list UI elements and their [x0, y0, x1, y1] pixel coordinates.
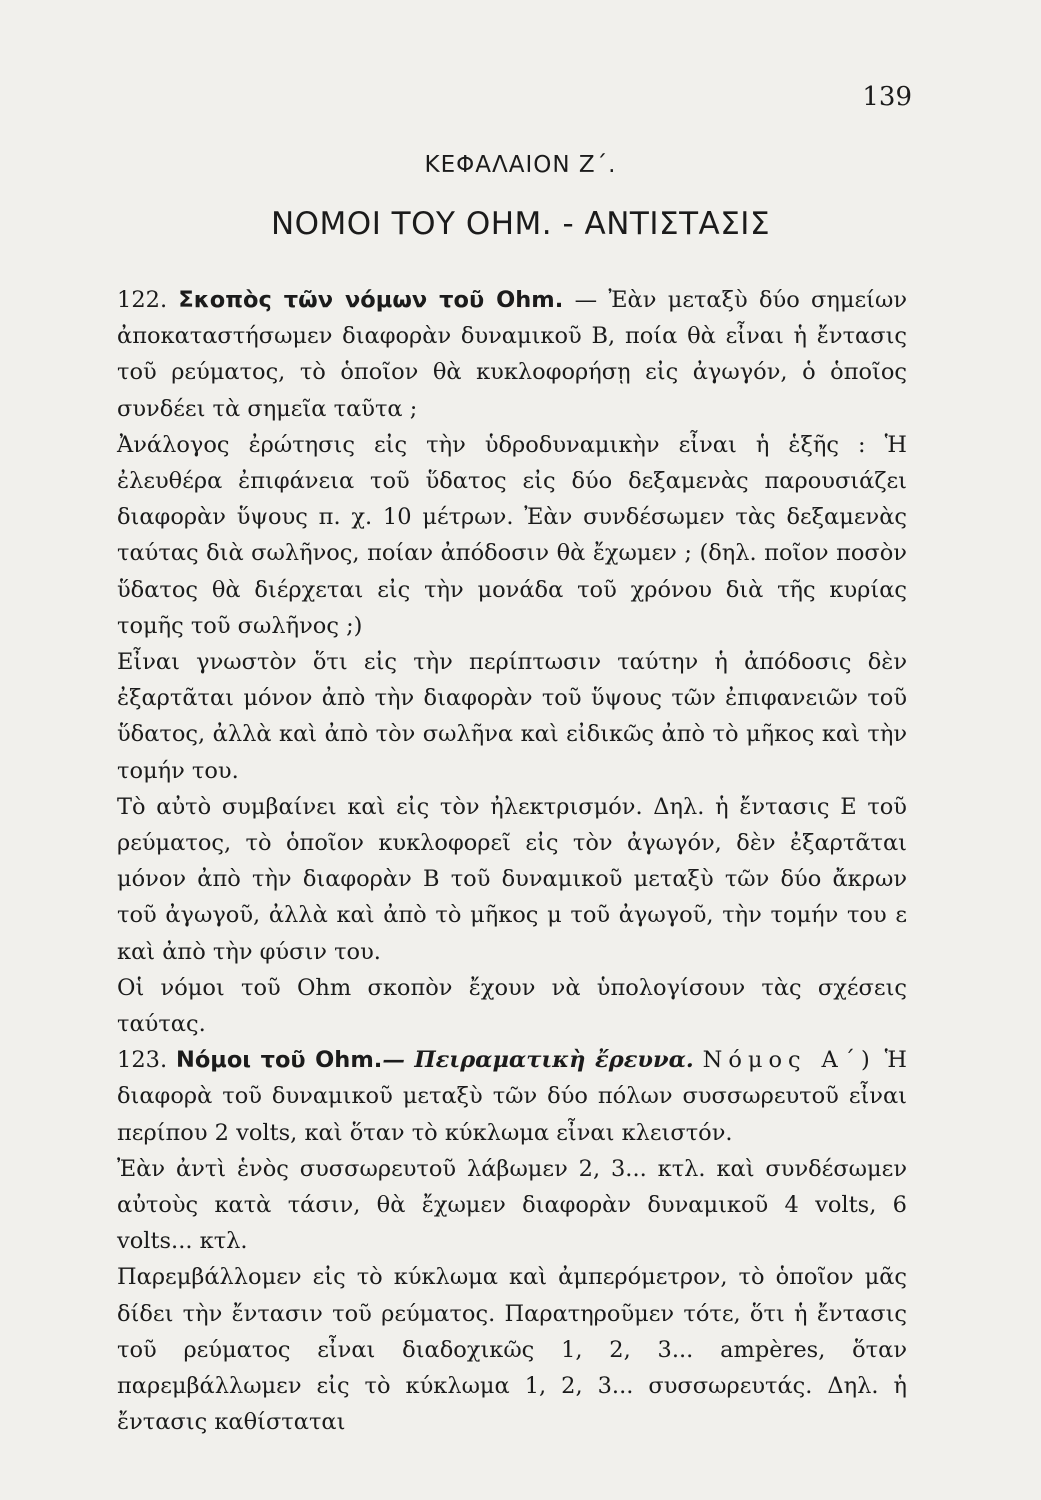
section-heading: Νόμοι τοῦ Ohm.: [175, 1047, 383, 1074]
law-label: Νόμος Α΄): [702, 1047, 876, 1074]
chapter-title: ΝΟΜΟΙ ΤΟΥ ΟΗΜ. - ΑΝΤΙΣΤΑΣΙΣ: [270, 206, 771, 242]
paragraph: Οἱ νόμοι τοῦ Ohm σκοπὸν ἔχουν νὰ ὑπολογίσουν τὰς σχέσεις ταύτας.: [117, 974, 907, 1038]
paragraph: Τὸ αὐτὸ συμβαίνει καὶ εἰς τὸν ἠλεκτρισμόν. Δηλ. ἡ ἔντασις Ε τοῦ ρεύματος, τὸ ὁποῖον κυκλοφορεῖ εἰς τὸν ἀγωγόν, δὲν ἐξαρτᾶται μόνον ἀπὸ τὴν διαφορὰν Β τοῦ δυναμικοῦ μεταξὺ τῶν δύο ἄκρων τοῦ ἀγωγοῦ, ἀλλὰ καὶ ἀπὸ τὸ μῆκος μ τοῦ ἀγωγοῦ, τὴν τομήν του ε καὶ ἀπὸ τὴν φύσιν του.: [117, 793, 907, 965]
paragraph: — Ἐὰν μεταξὺ δύο σημείων ἀποκαταστήσωμεν διαφορὰν δυναμικοῦ Β, ποία θὰ εἶναι ἡ ἔντασις τοῦ ρεύματος, τὸ ὁποῖον θὰ κυκλοφορήσῃ εἰς ἀγωγόν, ὁ ὁποῖος συνδέει τὰ σημεῖα ταῦτα ;: [117, 287, 908, 422]
chapter-label: ΚΕΦΑΛΑΙΟΝ Ζ΄.: [424, 152, 617, 178]
body-text: [117, 282, 907, 1441]
paragraph: Παρεμβάλλομεν εἰς τὸ κύκλωμα καὶ ἀμπερόμετρον, τὸ ὁποῖον μᾶς δίδει τὴν ἔντασιν τοῦ ρεύματος. Παρατηροῦμεν τότε, ὅτι ἡ ἔντασις τοῦ ρεύματος εἶναι διαδοχικῶς 1, 2, 3... ampères, ὅταν παρεμβάλλωμεν εἰς τὸ κύκλωμα 1, 2, 3... συσσωρευτάς. Δηλ. ἡ ἔντασις καθίσταται: [117, 1264, 907, 1436]
section-subheading: — Πειραματικὴ ἔρευνα.: [382, 1047, 694, 1074]
paragraph: Ἐὰν ἀντὶ ἑνὸς συσσωρευτοῦ λάβωμεν 2, 3... κτλ. καὶ συνδέσωμεν αὐτοὺς κατὰ τάσιν, θὰ ἔχωμεν διαφορὰν δυναμικοῦ 4 volts, 6 volts... κτλ.: [117, 1155, 907, 1255]
section-number: 122.: [117, 287, 168, 313]
paragraph: Ἀνάλογος ἐρώτησις εἰς τὴν ὑδροδυναμικὴν εἶναι ἡ ἑξῆς : Ἡ ἐλευθέρα ἐπιφάνεια τοῦ ὕδατος εἰς δύο δεξαμενὰς παρουσιάζει διαφορὰν ὕψους π. χ. 10 μέτρων. Ἐὰν συνδέσωμεν τὰς δεξαμενὰς ταύτας διὰ σωλῆνος, ποίαν ἀπόδοσιν θὰ ἔχωμεν ; (δηλ. ποῖον ποσὸν ὕδατος θὰ διέρχεται εἰς τὴν μονάδα τοῦ χρόνου διὰ τῆς κυρίας τομῆς τοῦ σωλῆνος ;): [117, 431, 907, 639]
paragraph: Ἡ διαφορὰ τοῦ δυναμικοῦ μεταξὺ τῶν δύο πόλων συσσωρευτοῦ εἶναι περίπου 2 volts, καὶ ὅταν τὸ κύκλωμα εἶναι κλειστόν.: [117, 1047, 907, 1146]
section-heading: Σκοπὸς τῶν νόμων τοῦ Ohm.: [178, 287, 564, 313]
section-123-intro: [117, 1042, 907, 1151]
paragraph: Εἶναι γνωστὸν ὅτι εἰς τὴν περίπτωσιν ταύτην ἡ ἀπόδοσις δὲν ἐξαρτᾶται μόνον ἀπὸ τὴν διαφορὰν τοῦ ὕψους τῶν ἐπιφανειῶν τοῦ ὕδατος, ἀλλὰ καὶ ἀπὸ τὸν σωλῆνα καὶ εἰδικῶς ἀπὸ τὸ μῆκος καὶ τὴν τομήν του.: [117, 649, 907, 784]
section-number: 123.: [117, 1047, 168, 1074]
section-122-intro: [117, 282, 907, 427]
page-number: 139: [862, 82, 912, 112]
